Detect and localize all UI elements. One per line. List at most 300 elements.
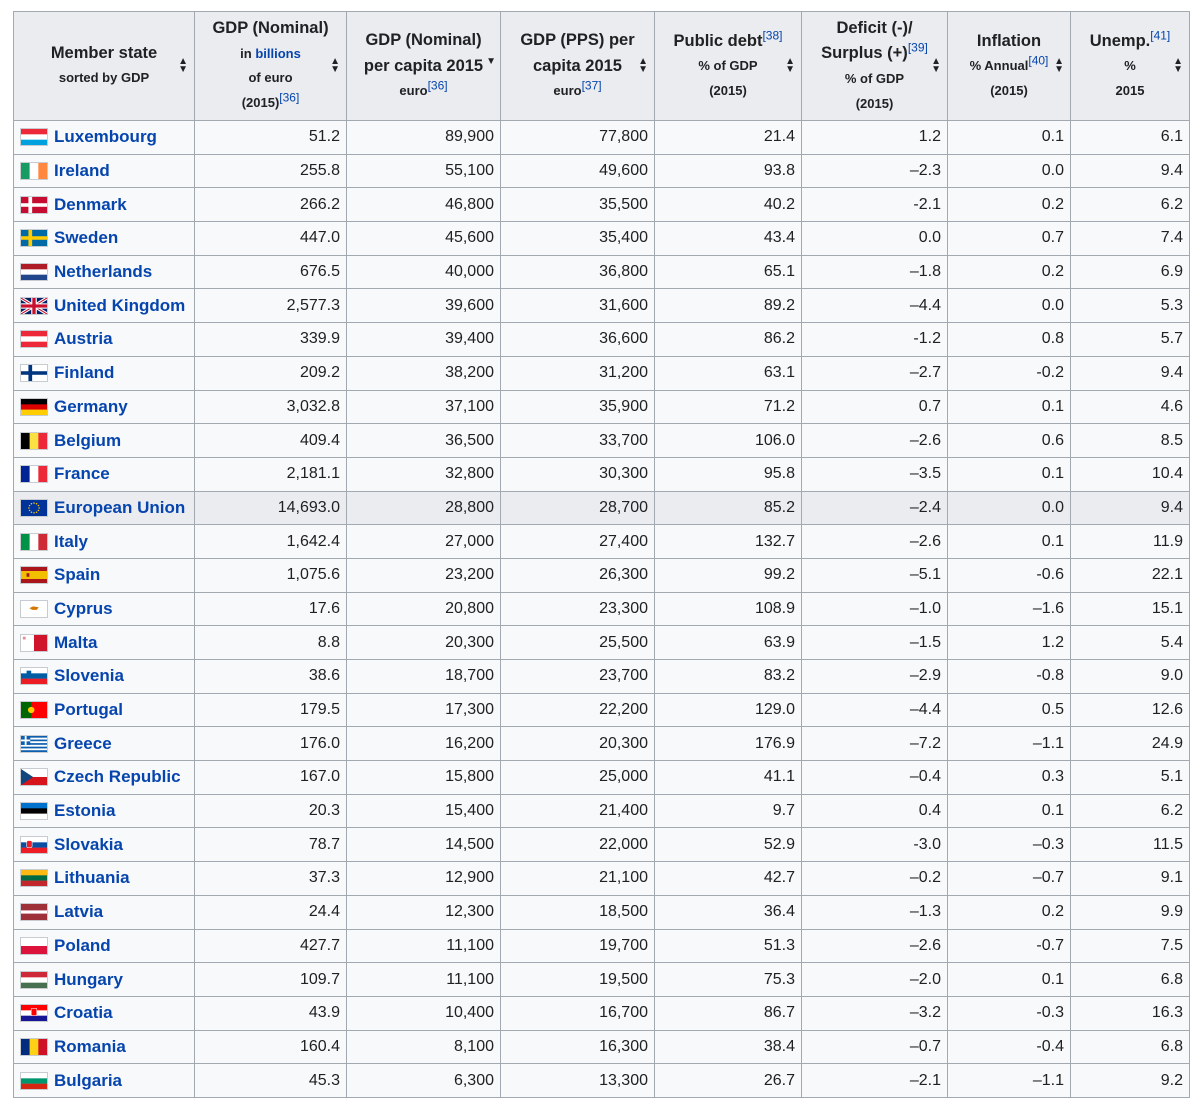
inflation-cell: 0.1 [948, 457, 1071, 491]
table-row [14, 558, 1190, 592]
ref-link[interactable]: [36] [279, 90, 300, 105]
col-header-deficit-surplus[interactable] [802, 12, 948, 121]
gdp-nominal-cell: 38.6 [195, 660, 347, 694]
col-title: GDP (PPS) per capita 2015 [520, 31, 635, 75]
public-debt-cell: 71.2 [655, 390, 802, 424]
eu-economy-table [13, 11, 1190, 1098]
table-row [14, 525, 1190, 559]
unemployment-cell: 11.5 [1071, 828, 1190, 862]
deficit-surplus-cell: –2.6 [802, 424, 948, 458]
sort-both-icon[interactable]: ▲ ▼ [178, 56, 188, 75]
deficit-surplus-cell: –2.6 [802, 525, 948, 559]
gdp-per-capita-cell: 6,300 [347, 1064, 501, 1098]
deficit-surplus-cell: 0.4 [802, 794, 948, 828]
gdp-nominal-cell: 2,181.1 [195, 457, 347, 491]
flag-eu-icon [20, 499, 48, 517]
table-row [14, 121, 1190, 155]
gdp-nominal-cell: 43.9 [195, 996, 347, 1030]
inflation-cell: -0.7 [948, 929, 1071, 963]
member-state-cell [14, 1064, 195, 1098]
gdp-per-capita-cell: 28,800 [347, 491, 501, 525]
deficit-surplus-cell: –7.2 [802, 727, 948, 761]
col-title: Member state [50, 43, 158, 62]
country-link[interactable]: Malta [54, 632, 98, 652]
member-state-cell [14, 929, 195, 963]
country-link[interactable]: Czech Republic [54, 767, 181, 787]
sort-both-icon[interactable]: ▲ ▼ [638, 56, 648, 75]
unemployment-cell: 22.1 [1071, 558, 1190, 592]
gdp-pps-cell: 35,900 [501, 390, 655, 424]
gdp-per-capita-cell: 46,800 [347, 188, 501, 222]
member-state-cell [14, 1030, 195, 1064]
unemployment-cell: 5.3 [1071, 289, 1190, 323]
gdp-per-capita-cell: 39,400 [347, 323, 501, 357]
inflation-cell: -0.6 [948, 558, 1071, 592]
table-body [14, 121, 1190, 1098]
gdp-per-capita-cell: 12,900 [347, 862, 501, 896]
gdp-per-capita-cell: 40,000 [347, 255, 501, 289]
member-state-cell [14, 121, 195, 155]
flag-sk-icon [20, 836, 48, 854]
deficit-surplus-cell: 0.7 [802, 390, 948, 424]
country-link[interactable]: Finland [54, 363, 115, 383]
gdp-per-capita-cell: 39,600 [347, 289, 501, 323]
col-title: GDP (Nominal) per capita 2015 [363, 31, 484, 75]
gdp-pps-cell: 36,800 [501, 255, 655, 289]
table-row [14, 424, 1190, 458]
gdp-nominal-cell: 20.3 [195, 794, 347, 828]
gdp-pps-cell: 23,700 [501, 660, 655, 694]
flag-bg-icon [20, 1072, 48, 1090]
member-state-cell [14, 862, 195, 896]
deficit-surplus-cell: –0.2 [802, 862, 948, 896]
gdp-pps-cell: 31,200 [501, 356, 655, 390]
gdp-nominal-cell: 78.7 [195, 828, 347, 862]
col-unit: euro [399, 83, 428, 99]
inflation-cell: 0.8 [948, 323, 1071, 357]
table-row [14, 1030, 1190, 1064]
deficit-surplus-cell: –5.1 [802, 558, 948, 592]
ref-link[interactable]: [37] [581, 78, 602, 93]
member-state-cell [14, 963, 195, 997]
gdp-nominal-cell: 17.6 [195, 592, 347, 626]
inflation-cell: 0.2 [948, 255, 1071, 289]
member-state-cell [14, 289, 195, 323]
gdp-per-capita-cell: 12,300 [347, 895, 501, 929]
public-debt-cell: 40.2 [655, 188, 802, 222]
unemployment-cell: 7.4 [1071, 222, 1190, 256]
member-state-cell [14, 592, 195, 626]
public-debt-cell: 43.4 [655, 222, 802, 256]
deficit-surplus-cell: -3.0 [802, 828, 948, 862]
country-link[interactable]: Latvia [54, 902, 104, 922]
public-debt-cell: 85.2 [655, 491, 802, 525]
inflation-cell: 0.1 [948, 121, 1071, 155]
col-header-public-debt[interactable] [655, 12, 802, 121]
table-row [14, 289, 1190, 323]
flag-mt-icon [20, 634, 48, 652]
public-debt-cell: 108.9 [655, 592, 802, 626]
deficit-surplus-cell: –0.7 [802, 1030, 948, 1064]
inflation-cell: 0.1 [948, 390, 1071, 424]
table-row [14, 862, 1190, 896]
col-subtitle: (2015) [990, 82, 1028, 98]
gdp-pps-cell: 19,500 [501, 963, 655, 997]
gdp-nominal-cell: 427.7 [195, 929, 347, 963]
unemployment-cell: 12.6 [1071, 693, 1190, 727]
gdp-nominal-cell: 8.8 [195, 626, 347, 660]
table-row [14, 323, 1190, 357]
billions-link[interactable]: billions [255, 45, 301, 61]
ref-link[interactable]: [36] [427, 78, 448, 93]
inflation-cell: –0.3 [948, 828, 1071, 862]
gdp-nominal-cell: 179.5 [195, 693, 347, 727]
deficit-surplus-cell: –1.5 [802, 626, 948, 660]
unemployment-cell: 16.3 [1071, 996, 1190, 1030]
deficit-surplus-cell: -1.2 [802, 323, 948, 357]
table-row [14, 761, 1190, 795]
table-row [14, 222, 1190, 256]
gdp-per-capita-cell: 18,700 [347, 660, 501, 694]
inflation-cell: 0.6 [948, 424, 1071, 458]
gdp-per-capita-cell: 14,500 [347, 828, 501, 862]
gdp-pps-cell: 27,400 [501, 525, 655, 559]
inflation-cell: 0.3 [948, 761, 1071, 795]
inflation-cell: –1.1 [948, 1064, 1071, 1098]
unemployment-cell: 10.4 [1071, 457, 1190, 491]
flag-dk-icon [20, 196, 48, 214]
member-state-cell [14, 525, 195, 559]
gdp-pps-cell: 13,300 [501, 1064, 655, 1098]
table-row [14, 963, 1190, 997]
deficit-surplus-cell: –2.9 [802, 660, 948, 694]
table-row [14, 828, 1190, 862]
unemployment-cell: 15.1 [1071, 592, 1190, 626]
unemployment-cell: 5.4 [1071, 626, 1190, 660]
country-link[interactable]: France [54, 464, 110, 484]
ref-link[interactable]: [41] [1150, 28, 1171, 43]
col-title: Public debt [673, 31, 763, 50]
gdp-per-capita-cell: 20,300 [347, 626, 501, 660]
flag-pt-icon [20, 701, 48, 719]
gdp-pps-cell: 25,500 [501, 626, 655, 660]
deficit-surplus-cell: –1.3 [802, 895, 948, 929]
country-link[interactable]: Belgium [54, 430, 122, 450]
table-row [14, 1064, 1190, 1098]
col-title: GDP (Nominal) [212, 19, 329, 38]
member-state-cell [14, 660, 195, 694]
col-header-member-state[interactable] [14, 12, 195, 121]
member-state-cell [14, 693, 195, 727]
gdp-per-capita-cell: 37,100 [347, 390, 501, 424]
country-link[interactable]: Portugal [54, 700, 123, 720]
sort-both-icon[interactable]: ▲ ▼ [1054, 56, 1064, 75]
sort-both-icon[interactable]: ▲ ▼ [931, 56, 941, 75]
flag-ie-icon [20, 162, 48, 180]
gdp-nominal-cell: 2,577.3 [195, 289, 347, 323]
inflation-cell: -0.4 [948, 1030, 1071, 1064]
inflation-cell: -0.8 [948, 660, 1071, 694]
unemployment-cell: 24.9 [1071, 727, 1190, 761]
gdp-per-capita-cell: 32,800 [347, 457, 501, 491]
deficit-surplus-cell: –3.5 [802, 457, 948, 491]
gdp-pps-cell: 35,400 [501, 222, 655, 256]
deficit-surplus-cell: –2.3 [802, 154, 948, 188]
country-link[interactable]: Bulgaria [54, 1070, 123, 1090]
gdp-nominal-cell: 160.4 [195, 1030, 347, 1064]
public-debt-cell: 89.2 [655, 289, 802, 323]
country-link[interactable]: Croatia [54, 1003, 113, 1023]
inflation-cell: 0.1 [948, 963, 1071, 997]
gdp-pps-cell: 28,700 [501, 491, 655, 525]
inflation-cell: -0.3 [948, 996, 1071, 1030]
gdp-pps-cell: 33,700 [501, 424, 655, 458]
flag-cy-icon [20, 600, 48, 618]
unemployment-cell: 6.8 [1071, 963, 1190, 997]
gdp-per-capita-cell: 17,300 [347, 693, 501, 727]
unemployment-cell: 5.1 [1071, 761, 1190, 795]
flag-nl-icon [20, 263, 48, 281]
table-row [14, 929, 1190, 963]
gdp-per-capita-cell: 10,400 [347, 996, 501, 1030]
gdp-pps-cell: 26,300 [501, 558, 655, 592]
member-state-cell [14, 188, 195, 222]
flag-gr-icon [20, 735, 48, 753]
inflation-cell: –0.7 [948, 862, 1071, 896]
country-link[interactable]: Greece [54, 733, 112, 753]
public-debt-cell: 75.3 [655, 963, 802, 997]
table-row [14, 188, 1190, 222]
public-debt-cell: 176.9 [655, 727, 802, 761]
header-row [14, 12, 1190, 121]
member-state-cell [14, 558, 195, 592]
unemployment-cell: 9.2 [1071, 1064, 1190, 1098]
col-title: Inflation [976, 31, 1042, 50]
flag-se-icon [20, 229, 48, 247]
country-link[interactable]: Germany [54, 396, 128, 416]
col-subtitle: 2015 [1115, 82, 1145, 98]
flag-lu-icon [20, 128, 48, 146]
flag-es-icon [20, 566, 48, 584]
col-header-gdp-nominal[interactable] [195, 12, 347, 121]
col-header-unemployment[interactable] [1071, 12, 1190, 121]
member-state-cell [14, 895, 195, 929]
gdp-pps-cell: 21,400 [501, 794, 655, 828]
country-link[interactable]: Luxembourg [54, 127, 157, 147]
unemployment-cell: 9.4 [1071, 491, 1190, 525]
table-row [14, 255, 1190, 289]
deficit-surplus-cell: –3.2 [802, 996, 948, 1030]
sort-desc-icon[interactable]: ▼ [486, 56, 496, 67]
inflation-cell: 0.1 [948, 794, 1071, 828]
country-link[interactable]: Denmark [54, 194, 127, 214]
table-row [14, 693, 1190, 727]
gdp-pps-cell: 22,200 [501, 693, 655, 727]
col-subtitle: (2015) [855, 95, 894, 111]
table-row [14, 154, 1190, 188]
gdp-per-capita-cell: 89,900 [347, 121, 501, 155]
flag-hu-icon [20, 971, 48, 989]
member-state-cell [14, 491, 195, 525]
col-unit: euro [553, 83, 582, 99]
col-subtitle: % Annual [969, 58, 1029, 74]
member-state-cell [14, 996, 195, 1030]
unemployment-cell: 8.5 [1071, 424, 1190, 458]
flag-lt-icon [20, 869, 48, 887]
deficit-surplus-cell: 0.0 [802, 222, 948, 256]
country-link[interactable]: Slovakia [54, 834, 123, 854]
public-debt-cell: 65.1 [655, 255, 802, 289]
inflation-cell: 0.0 [948, 289, 1071, 323]
public-debt-cell: 9.7 [655, 794, 802, 828]
public-debt-cell: 41.1 [655, 761, 802, 795]
col-subtitle: of euro [248, 70, 293, 86]
col-header-gdp-per-capita[interactable] [347, 12, 501, 121]
gdp-pps-cell: 23,300 [501, 592, 655, 626]
deficit-surplus-cell: –4.4 [802, 289, 948, 323]
unemployment-cell: 6.2 [1071, 188, 1190, 222]
gdp-nominal-cell: 24.4 [195, 895, 347, 929]
public-debt-cell: 132.7 [655, 525, 802, 559]
unemployment-cell: 9.0 [1071, 660, 1190, 694]
unemployment-cell: 9.4 [1071, 356, 1190, 390]
gdp-nominal-cell: 255.8 [195, 154, 347, 188]
gdp-nominal-cell: 266.2 [195, 188, 347, 222]
gdp-per-capita-cell: 15,800 [347, 761, 501, 795]
member-state-cell [14, 457, 195, 491]
flag-fr-icon [20, 465, 48, 483]
deficit-surplus-cell: -2.1 [802, 188, 948, 222]
col-header-inflation[interactable] [948, 12, 1071, 121]
gdp-pps-cell: 36,600 [501, 323, 655, 357]
gdp-per-capita-cell: 55,100 [347, 154, 501, 188]
unemployment-cell: 7.5 [1071, 929, 1190, 963]
unemployment-cell: 11.9 [1071, 525, 1190, 559]
inflation-cell: 0.0 [948, 154, 1071, 188]
table-row [14, 592, 1190, 626]
inflation-cell: 0.0 [948, 491, 1071, 525]
public-debt-cell: 21.4 [655, 121, 802, 155]
country-link[interactable]: Cyprus [54, 598, 113, 618]
col-subtitle: % of GDP [698, 58, 758, 74]
gdp-nominal-cell: 37.3 [195, 862, 347, 896]
col-subtitle: % [1124, 58, 1136, 74]
ref-link[interactable]: [38] [762, 28, 783, 43]
sort-both-icon[interactable]: ▲ ▼ [330, 56, 340, 75]
gdp-nominal-cell: 447.0 [195, 222, 347, 256]
flag-si-icon [20, 667, 48, 685]
country-link[interactable]: Slovenia [54, 666, 124, 686]
country-link[interactable]: European Union [54, 497, 186, 517]
unemployment-cell: 6.1 [1071, 121, 1190, 155]
deficit-surplus-cell: –2.7 [802, 356, 948, 390]
public-debt-cell: 129.0 [655, 693, 802, 727]
gdp-per-capita-cell: 36,500 [347, 424, 501, 458]
inflation-cell: -0.2 [948, 356, 1071, 390]
table-row [14, 895, 1190, 929]
public-debt-cell: 38.4 [655, 1030, 802, 1064]
public-debt-cell: 106.0 [655, 424, 802, 458]
col-header-gdp-pps[interactable] [501, 12, 655, 121]
country-link[interactable]: Netherlands [54, 262, 153, 282]
flag-lv-icon [20, 903, 48, 921]
flag-ro-icon [20, 1038, 48, 1056]
inflation-cell: 0.7 [948, 222, 1071, 256]
public-debt-cell: 42.7 [655, 862, 802, 896]
country-link[interactable]: Italy [54, 531, 89, 551]
sort-both-icon[interactable]: ▲ ▼ [1173, 56, 1183, 75]
inflation-cell: 1.2 [948, 626, 1071, 660]
gdp-nominal-cell: 209.2 [195, 356, 347, 390]
member-state-cell [14, 390, 195, 424]
gdp-per-capita-cell: 16,200 [347, 727, 501, 761]
flag-it-icon [20, 533, 48, 551]
public-debt-cell: 86.2 [655, 323, 802, 357]
gdp-nominal-cell: 676.5 [195, 255, 347, 289]
deficit-surplus-cell: –2.1 [802, 1064, 948, 1098]
flag-ee-icon [20, 802, 48, 820]
country-link[interactable]: United Kingdom [54, 295, 186, 315]
ref-link[interactable]: [39] [907, 40, 928, 55]
public-debt-cell: 86.7 [655, 996, 802, 1030]
country-link[interactable]: Romania [54, 1036, 126, 1056]
inflation-cell: –1.6 [948, 592, 1071, 626]
gdp-nominal-cell: 339.9 [195, 323, 347, 357]
table-row [14, 356, 1190, 390]
country-link[interactable]: Spain [54, 565, 101, 585]
gdp-pps-cell: 19,700 [501, 929, 655, 963]
gdp-pps-cell: 16,700 [501, 996, 655, 1030]
ref-link[interactable]: [40] [1028, 53, 1049, 68]
flag-at-icon [20, 330, 48, 348]
country-link[interactable]: Sweden [54, 228, 119, 248]
gdp-pps-cell: 35,500 [501, 188, 655, 222]
inflation-cell: 0.1 [948, 525, 1071, 559]
table-row [14, 390, 1190, 424]
gdp-pps-cell: 20,300 [501, 727, 655, 761]
gdp-nominal-cell: 109.7 [195, 963, 347, 997]
public-debt-cell: 51.3 [655, 929, 802, 963]
gdp-pps-cell: 21,100 [501, 862, 655, 896]
country-link[interactable]: Ireland [54, 161, 110, 181]
deficit-surplus-cell: –2.6 [802, 929, 948, 963]
flag-pl-icon [20, 937, 48, 955]
gdp-per-capita-cell: 23,200 [347, 558, 501, 592]
flag-de-icon [20, 398, 48, 416]
gdp-per-capita-cell: 15,400 [347, 794, 501, 828]
country-link[interactable]: Hungary [54, 969, 123, 989]
unemployment-cell: 5.7 [1071, 323, 1190, 357]
gdp-pps-cell: 77,800 [501, 121, 655, 155]
unemployment-cell: 6.8 [1071, 1030, 1190, 1064]
public-debt-cell: 95.8 [655, 457, 802, 491]
flag-cz-icon [20, 768, 48, 786]
sort-both-icon[interactable]: ▲ ▼ [785, 56, 795, 75]
member-state-cell [14, 794, 195, 828]
country-link[interactable]: Poland [54, 935, 111, 955]
country-link[interactable]: Austria [54, 329, 113, 349]
col-subtitle: % of GDP [844, 70, 905, 86]
country-link[interactable]: Lithuania [54, 868, 130, 888]
gdp-nominal-cell: 176.0 [195, 727, 347, 761]
member-state-cell [14, 424, 195, 458]
flag-hr-icon [20, 1004, 48, 1022]
member-state-cell [14, 761, 195, 795]
public-debt-cell: 99.2 [655, 558, 802, 592]
member-state-cell [14, 255, 195, 289]
country-link[interactable]: Estonia [54, 801, 116, 821]
public-debt-cell: 93.8 [655, 154, 802, 188]
